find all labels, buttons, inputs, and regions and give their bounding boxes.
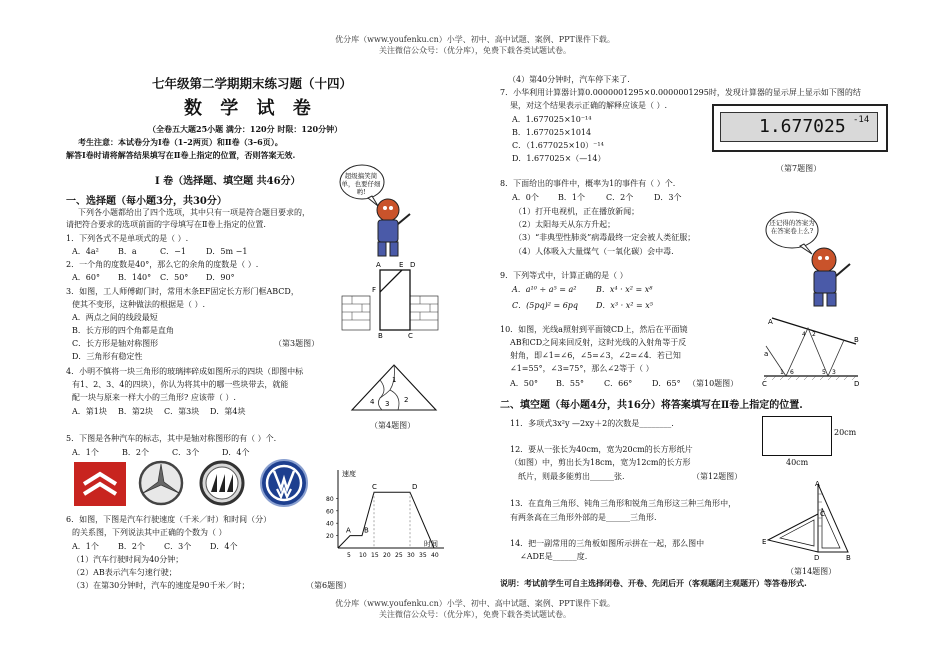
exam-subject-title: 数 学 试 卷: [184, 98, 317, 119]
q10-option-a: A．50°: [510, 379, 538, 388]
figure-3-caption: （第3题图）: [274, 339, 320, 348]
q9-option-c: C．(5pq)² = 6pq: [512, 301, 579, 310]
q2-option-d: D．90°: [206, 273, 235, 282]
q7-option-b: B．1.677025×1014: [512, 128, 592, 137]
question-10-line-3: 射角，即∠1=∠6，∠5=∠3，∠2=∠4．若已知: [510, 351, 681, 360]
question-6-line-2: 的关系图，下列说法其中正确的个数为（ ）: [72, 528, 227, 537]
q8-statement-3: （3）“非典型性肺炎”病毒最终一定会被人类征服；: [514, 233, 696, 242]
q2-option-a: A．60°: [72, 273, 100, 282]
q5-option-c: C．3个: [172, 448, 200, 457]
fig3-label-d: D: [410, 261, 416, 269]
figure-10-caption: （第10题图）: [688, 379, 739, 388]
q9-option-d: D．x³ · x² = x⁵: [596, 301, 653, 310]
figure-10-mirror-reflection: [758, 314, 864, 390]
fig10-angle-4: 4: [802, 331, 806, 338]
fig6-y-tick-40: 40: [326, 520, 334, 528]
fig3-label-f: F: [372, 286, 377, 294]
fig6-point-C: C: [372, 483, 377, 492]
fig6-y-tick-80: 80: [326, 495, 334, 503]
q10-option-c: C．66°: [604, 379, 633, 388]
fig3-label-e: E: [399, 261, 404, 269]
q1-option-a: A．4a²: [72, 247, 99, 256]
question-3-line-2: 使其不变形，这种做法的根据是（ ）.: [72, 300, 206, 309]
fig6-x-tick-10: 10: [359, 552, 367, 559]
fig4-label-3: 3: [385, 400, 390, 408]
header-line-2: 关注微信公众号：（优分库），免费下载各类试题试卷。: [379, 46, 571, 55]
fig10-angle-2: 2: [812, 331, 816, 338]
figure-4-broken-triangle: [350, 362, 438, 414]
question-6-line-1: 6．如图，下图是汽车行驶速度（千米／时）和时间（分）: [66, 515, 272, 524]
fig6-speed-line: [338, 492, 434, 548]
exam-mode-note: 说明：考试前学生可自主选择闭卷、开卷、先闭后开（客观题闭主观题开）等答卷形式.: [500, 578, 807, 588]
fig10-label-c: C: [762, 380, 767, 388]
speech-bubble-1-text: 超级搞笑简单，也要仔细哟!: [341, 172, 381, 196]
q3-option-c: C．长方形是轴对称图形: [72, 339, 159, 348]
fig14-label-b: B: [846, 554, 851, 562]
question-12-line-3: 纸片，则最多能剪出______张.: [518, 472, 625, 481]
footer-line-1: 优分库（www.youfenku.cn）小学、初中、高中试题、案例、PPT课件下载。: [335, 599, 615, 608]
fig6-x-axis-label: 时间: [424, 540, 438, 548]
q5-option-d: D．4个: [222, 448, 250, 457]
q6-option-d: D．4个: [210, 542, 238, 551]
q6-option-b: B．2个: [118, 542, 145, 551]
fig10-label-d: D: [854, 380, 860, 388]
question-13-line-1: 13．在直角三角形、钝角三角形和锐角三角形这三种三角形中，: [510, 499, 737, 508]
q4-option-c: C．第3块: [164, 407, 200, 416]
q5-option-b: B．2个: [122, 448, 149, 457]
calculator-exponent: -14: [853, 115, 870, 125]
q8-statement-1: （1）打开电视机，正在播放新闻；: [514, 207, 640, 216]
question-4-line-2: 有1、2、3、4的四块），你认为将其中的哪一些块带去，就能: [72, 380, 289, 389]
header-line-1: 优分库（www.youfenku.cn）小学、初中、高中试题、案例、PPT课件下载。: [335, 35, 615, 44]
q8-option-c: C．2个: [606, 193, 634, 202]
question-3-line-1: 3．如图，工人师傅砌门时，常用木条EF固定长方形门框ABCD，: [66, 287, 299, 296]
figure-6-caption: （第6题图）: [306, 581, 352, 590]
figure-4-caption: （第4题图）: [370, 421, 416, 430]
fig4-label-1: 1: [392, 376, 397, 384]
figure-7-caption: （第7题图）: [776, 164, 822, 173]
section-two-heading: 二、填空题（每小题4分，共16分）将答案填写在Ⅱ卷上指定的位置.: [500, 400, 803, 411]
fig6-x-tick-25: 25: [395, 552, 403, 559]
fig6-x-tick-5: 5: [347, 552, 351, 559]
q1-option-c: C．−1: [160, 247, 186, 256]
question-10-line-1: 10．如图，光线a照射到平面镜CD上，然后在平面镜: [500, 325, 688, 334]
q9-option-a: A．a¹⁰ ÷ a⁵ = a²: [512, 285, 577, 294]
question-4-line-1: 4．小明不慎将一块三角形的玻璃摔碎成如图所示的四块（即图中标: [66, 367, 304, 376]
exam-info: （全卷五大题25小题 满分：120分 时限：120分钟）: [148, 124, 343, 134]
figure-14-caption: （第14题图）: [786, 567, 837, 576]
q8-option-b: B．1个: [558, 193, 585, 202]
fig10-angle-3: 3: [832, 369, 836, 376]
q7-option-d: D．1.677025×（—14）: [512, 154, 606, 163]
question-9: 9．下列等式中，计算正确的是（ ）: [500, 271, 628, 280]
fig10-angle-6: 6: [790, 369, 794, 376]
fig10-angle-1: 1: [780, 369, 784, 376]
fig12-height-label: 20cm: [834, 428, 857, 437]
q4-option-b: B．第2块: [118, 407, 153, 416]
q8-statement-2: （2）太阳每天从东方升起；: [514, 220, 616, 229]
fig6-point-B: B: [364, 526, 369, 535]
fig6-point-D: D: [412, 483, 418, 492]
question-10-line-4: ∠1=55°，∠3=75°，那么∠2等于（ ）: [510, 364, 654, 373]
fig10-angle-5: 5: [822, 369, 826, 376]
fig14-label-a: A: [815, 480, 820, 488]
section-one-heading: 一、选择题（每小题3分，共30分）: [66, 196, 227, 207]
q3-option-d: D．三角形有稳定性: [72, 352, 143, 361]
q6-option-a: A．1个: [72, 542, 99, 551]
exam-title: 七年级第二学期期末练习题（十四）: [152, 76, 353, 91]
fig3-label-a: A: [376, 261, 381, 269]
q4-option-d: D．第4块: [210, 407, 246, 416]
fig6-x-tick-20: 20: [383, 552, 391, 559]
fig6-y-tick-60: 60: [326, 508, 334, 516]
q2-option-b: B．140°: [118, 273, 152, 282]
q6-option-c: C．3个: [164, 542, 192, 551]
calculator-display: [712, 104, 888, 152]
q1-option-d: D．5m −1: [206, 247, 248, 256]
exam-notice-2: 解答Ⅰ卷时请将解答结果填写在Ⅱ卷上指定的位置，否则答案无效.: [66, 150, 296, 160]
question-7-line-2: 果，对这个结果表示正确的解释应该是（ ）.: [510, 101, 668, 110]
q6-statement-3: （3）在第30分钟时，汽车的速度是90千米／时；: [72, 581, 250, 590]
mercedes-logo-icon: [135, 460, 187, 504]
q9-option-b: B．x⁴ · x² = x⁸: [596, 285, 653, 294]
section-one-desc-1: 下列各小题都给出了四个选项，其中只有一项是符合题目要求的，: [78, 208, 310, 217]
figure-14-set-squares: [758, 478, 854, 564]
question-5: 5．下图是各种汽车的标志，其中是轴对称图形的有（ ）个.: [66, 434, 277, 443]
fig3-label-c: C: [408, 332, 413, 340]
fig4-label-4: 4: [370, 398, 375, 406]
citroen-logo-icon: [74, 462, 126, 506]
q3-option-a: A．两点之间的线段最短: [72, 313, 158, 322]
figure-3-door-frame: [340, 258, 442, 340]
q8-statement-4: （4）人体吸入大量煤气（一氧化碳）会中毒.: [514, 247, 674, 256]
q10-option-d: D．65°: [652, 379, 681, 388]
fig6-x-tick-15: 15: [371, 552, 379, 559]
exam-notice: 考生注意：本试卷分为Ⅰ卷（1–2两页）和Ⅱ卷（3–6页）。: [78, 137, 283, 147]
fig6-y-tick-20: 20: [326, 533, 334, 541]
fig6-point-A: A: [346, 526, 351, 535]
fig6-y-axis-label: 速度: [342, 470, 356, 478]
question-14-line-1: 14．把一副常用的三角板如图所示拼在一起，那么图中: [510, 539, 705, 548]
question-7-line-1: 7．小华利用计算器计算0.0000001295×0.0000001295时，发现计算器的显示屏上显示如下图的结: [500, 88, 861, 97]
section-one-desc-2: 请把符合要求的选项前面的字母填写在Ⅱ卷上指定的位置.: [66, 220, 266, 229]
q3-option-b: B．长方形的四个角都是直角: [72, 326, 174, 335]
fig14-label-d: D: [814, 554, 820, 562]
q2-option-c: C．50°: [160, 273, 189, 282]
fig6-x-tick-30: 30: [407, 552, 415, 559]
question-12-line-2: （如图）中，剪出长为18cm，宽为12cm的长方形: [510, 458, 691, 467]
fig3-label-b: B: [378, 332, 383, 340]
fig6-x-tick-40: 40: [431, 552, 439, 559]
question-14-line-2: ∠ADE是______度.: [520, 552, 588, 561]
fig14-label-e: E: [762, 538, 767, 546]
question-2: 2．一个角的度数是40°，那么它的余角的度数是（ ）.: [66, 260, 259, 269]
figure-12-rectangle: [762, 416, 832, 456]
q8-option-d: D．3个: [654, 193, 682, 202]
q6-statement-1: （1）汽车行驶时间为40分钟；: [72, 555, 184, 564]
figure-6-speed-time-graph: [312, 466, 450, 564]
question-1: 1．下列各式不是单项式的是（ ）.: [66, 234, 189, 243]
fig10-label-a: A: [768, 318, 773, 326]
question-10-line-2: AB和CD之间来回反射，这时光线的入射角等于反: [510, 338, 687, 347]
question-12-line-1: 12．要从一张长为40cm，宽为20cm的长方形纸片: [510, 445, 693, 454]
calculator-screen: [720, 112, 878, 142]
fig10-label-light-a: a: [764, 350, 769, 358]
question-13-line-2: 有两条高在三角形外部的是______三角形.: [510, 513, 657, 522]
q10-option-b: B．55°: [556, 379, 585, 388]
fig10-label-b: B: [854, 336, 859, 344]
question-4-line-3: 配一块与原来一样大小的三角形? 应该带（ ）.: [72, 393, 236, 402]
fig14-label-c: C: [820, 510, 825, 518]
question-8: 8．下面给出的事件中，概率为1的事件有（ ）个.: [500, 179, 676, 188]
buick-logo-icon: [196, 460, 248, 504]
calculator-mantissa: 1.677025: [759, 116, 846, 137]
figure-12-caption: （第12题图）: [692, 472, 743, 481]
speech-bubble-2-text: 还记得的答案为在答案卷上么?: [769, 219, 815, 235]
q7-option-c: C．（1.677025×10）⁻¹⁴: [512, 141, 604, 150]
q7-option-a: A．1.677025×10⁻¹⁴: [512, 115, 592, 124]
q6-statement-4: （4）第40分钟时，汽车停下来了.: [508, 75, 630, 84]
question-11: 11．多项式3x²y —2xy＋2的次数是________.: [510, 419, 674, 428]
fig12-width-label: 40cm: [786, 458, 809, 467]
fig6-x-tick-35: 35: [419, 552, 427, 559]
part-one-heading: Ⅰ 卷（选择题、填空题 共46分）: [155, 176, 301, 187]
q8-option-a: A．0个: [512, 193, 539, 202]
volkswagen-logo-icon: [257, 459, 309, 503]
q1-option-b: B．a: [118, 247, 137, 256]
q4-option-a: A．第1块: [72, 407, 107, 416]
footer-line-2: 关注微信公众号：（优分库），免费下载各类试题试卷。: [379, 610, 571, 619]
q5-option-a: A．1个: [72, 448, 99, 457]
fig4-label-2: 2: [404, 396, 409, 404]
q6-statement-2: （2）AB表示汽车匀速行驶；: [72, 568, 177, 577]
